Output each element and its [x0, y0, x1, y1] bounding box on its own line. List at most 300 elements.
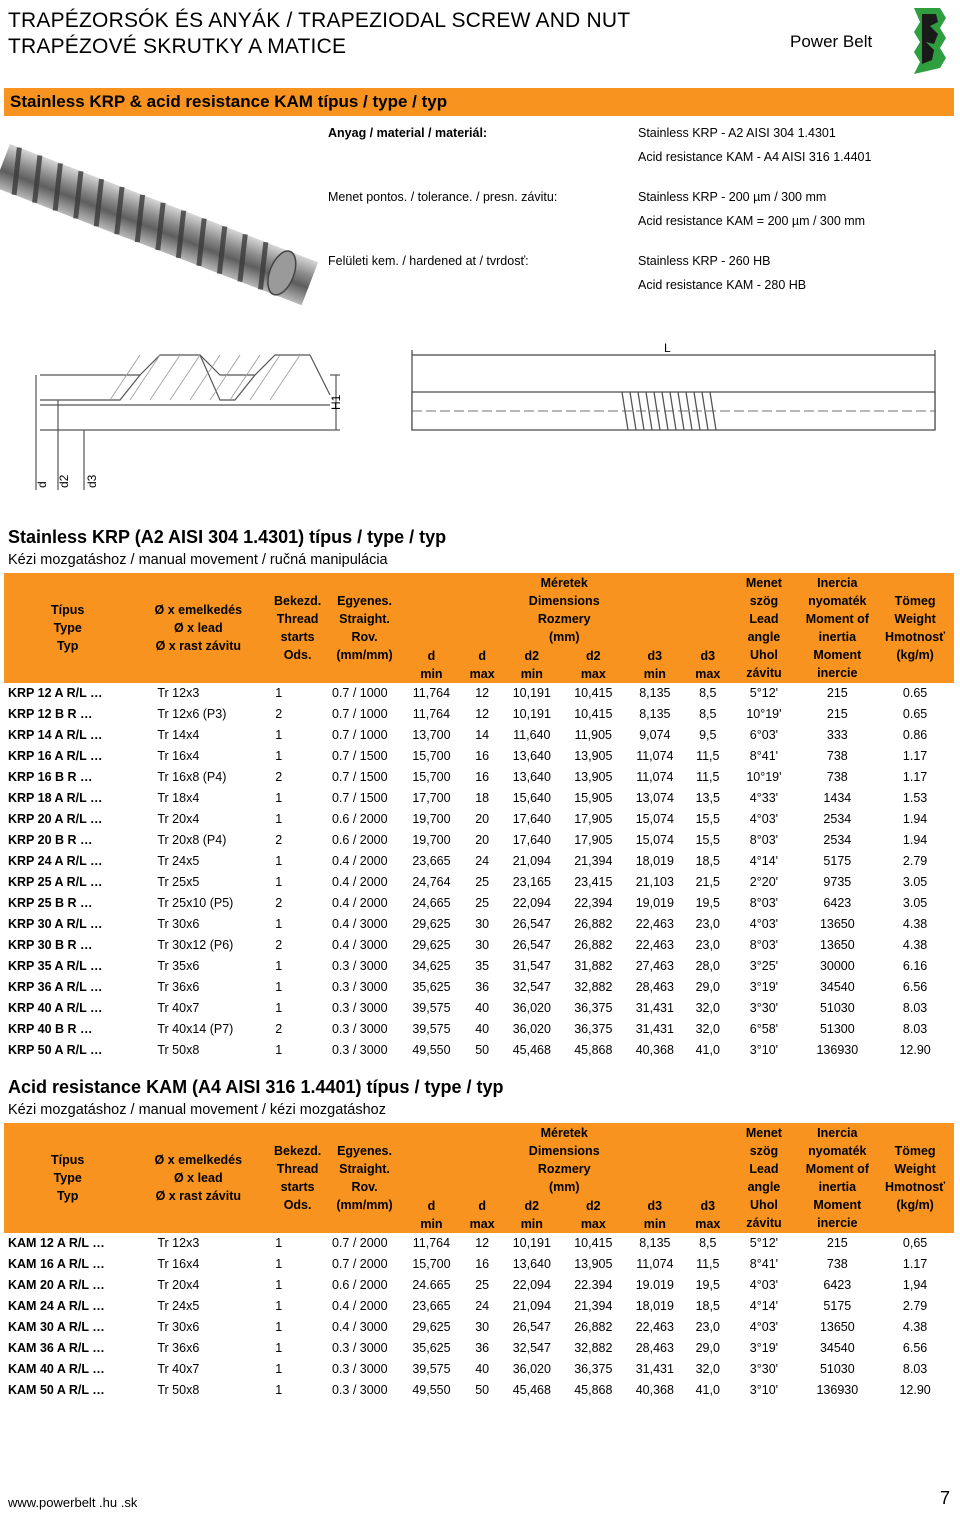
d2-min-cell: 10,191	[501, 1233, 564, 1254]
col-header-straightness-line: Rov.	[351, 630, 378, 644]
thread-cell: Tr 36x6	[131, 977, 265, 998]
col-header-thread-line: Ø x emelkedés	[154, 603, 243, 617]
col-header-straightness-line: (mm/mm)	[336, 1198, 393, 1212]
d2-min-cell: 21,094	[501, 1296, 564, 1317]
d2-min-cell: 13,640	[501, 767, 564, 788]
col-header-dim-d-min-line: d	[427, 649, 436, 663]
thread-cell: Tr 16x8 (P4)	[131, 767, 265, 788]
d3-min-cell: 19.019	[624, 1275, 687, 1296]
table-row	[4, 998, 954, 1019]
lead-angle-cell: 3°30'	[729, 998, 798, 1019]
col-header-type	[4, 1123, 131, 1233]
d3-max-cell: 15,5	[686, 809, 729, 830]
d-max-cell: 30	[464, 1317, 501, 1338]
d2-max-cell: 10,415	[563, 683, 623, 704]
col-header-starts	[265, 573, 330, 683]
d-max-cell: 25	[464, 893, 501, 914]
d2-max-cell: 26,882	[563, 935, 623, 956]
d-max-cell: 16	[464, 746, 501, 767]
table-row	[4, 914, 954, 935]
straightness-cell: 0.3 / 3000	[330, 998, 399, 1019]
d-min-cell: 19,700	[399, 830, 464, 851]
col-header-inertia-line: Moment of	[805, 1162, 869, 1176]
brand-name: Power Belt	[790, 32, 873, 51]
d3-max-cell: 9,5	[686, 725, 729, 746]
straightness-cell: 0.6 / 2000	[330, 1275, 399, 1296]
inertia-cell: 738	[798, 767, 876, 788]
d-min-cell: 24,764	[399, 872, 464, 893]
col-header-weight-line: Tömeg	[894, 1144, 936, 1158]
d3-max-cell: 23,0	[686, 914, 729, 935]
d-min-cell: 15,700	[399, 767, 464, 788]
starts-cell: 1	[265, 1040, 330, 1061]
d-min-cell: 34,625	[399, 956, 464, 977]
d3-max-cell: 19,5	[686, 1275, 729, 1296]
d3-max-cell: 8,5	[686, 683, 729, 704]
table-row	[4, 1359, 954, 1380]
col-header-dim-d3-min	[624, 647, 687, 683]
col-header-dimensions	[399, 573, 729, 647]
straightness-cell: 0.7 / 1500	[330, 767, 399, 788]
table-row	[4, 935, 954, 956]
col-header-inertia-line: inercie	[817, 1216, 858, 1230]
col-header-dimensions-line: (mm)	[548, 630, 580, 644]
col-header-dimensions-line: Rozmery	[537, 1162, 591, 1176]
lead-angle-cell: 4°03'	[729, 809, 798, 830]
col-header-inertia-line: inercie	[817, 666, 858, 680]
col-header-dim-d3-min-line: d3	[647, 1199, 663, 1213]
type-cell: KRP 25 A R/L …	[4, 872, 131, 893]
d2-max-cell: 17,905	[563, 830, 623, 851]
weight-cell: 4.38	[876, 914, 954, 935]
d3-max-cell: 13,5	[686, 788, 729, 809]
col-header-lead-angle-line: szög	[749, 1144, 779, 1158]
col-header-inertia-line: Moment of	[805, 612, 869, 626]
thread-cell: Tr 50x8	[131, 1040, 265, 1061]
table-row	[4, 1254, 954, 1275]
thread-cell: Tr 24x5	[131, 1296, 265, 1317]
d-min-cell: 49,550	[399, 1380, 464, 1401]
thread-cell: Tr 20x8 (P4)	[131, 830, 265, 851]
d-min-cell: 11,764	[399, 683, 464, 704]
d-min-cell: 29,625	[399, 935, 464, 956]
col-header-lead-angle-line: angle	[747, 630, 781, 644]
col-header-lead-angle-line: závitu	[746, 666, 782, 680]
d2-max-cell: 26,882	[563, 1317, 623, 1338]
type-cell: KRP 35 A R/L …	[4, 956, 131, 977]
d-max-cell: 40	[464, 998, 501, 1019]
col-header-lead-angle-line: Uhol	[750, 1198, 778, 1212]
d3-min-cell: 31,431	[624, 998, 687, 1019]
col-header-weight-line: Hmotnosť	[885, 1180, 946, 1194]
table-row	[4, 788, 954, 809]
section2-subtitle: Kézi mozgatáshoz / manual movement / kézi mozgatáshoz	[8, 1102, 386, 1118]
starts-cell: 1	[265, 914, 330, 935]
starts-cell: 1	[265, 1254, 330, 1275]
d-min-cell: 11,764	[399, 1233, 464, 1254]
starts-cell: 1	[265, 977, 330, 998]
d3-min-cell: 28,463	[624, 977, 687, 998]
table-row	[4, 683, 954, 704]
d3-min-cell: 40,368	[624, 1380, 687, 1401]
col-header-dimensions	[399, 1123, 729, 1197]
thread-cell: Tr 12x3	[131, 1233, 265, 1254]
inertia-cell: 1434	[798, 788, 876, 809]
col-header-dim-d-min	[399, 1197, 464, 1233]
spec-label-tolerance: Menet pontos. / tolerance. / presn. závitu:	[328, 190, 558, 204]
starts-cell: 2	[265, 1019, 330, 1040]
d2-max-cell: 11,905	[563, 725, 623, 746]
col-header-dim-d-max-line: max	[469, 667, 495, 681]
lead-angle-cell: 3°19'	[729, 977, 798, 998]
inertia-cell: 51300	[798, 1019, 876, 1040]
d-min-cell: 39,575	[399, 998, 464, 1019]
d3-min-cell: 15,074	[624, 830, 687, 851]
d-min-cell: 11,764	[399, 704, 464, 725]
straightness-cell: 0.3 / 3000	[330, 1338, 399, 1359]
d2-max-cell: 21,394	[563, 1296, 623, 1317]
weight-cell: 8.03	[876, 1019, 954, 1040]
inertia-cell: 2534	[798, 809, 876, 830]
col-header-thread-line: Ø x rast závitu	[155, 639, 242, 653]
starts-cell: 2	[265, 830, 330, 851]
thread-cell: Tr 30x6	[131, 914, 265, 935]
d-min-cell: 15,700	[399, 1254, 464, 1275]
straightness-cell: 0.3 / 3000	[330, 1380, 399, 1401]
table-row	[4, 1019, 954, 1040]
weight-cell: 0,65	[876, 1233, 954, 1254]
section-band	[4, 88, 954, 116]
band-title: Stainless KRP & acid resistance KAM típus / type / typ	[10, 92, 448, 111]
thread-cell: Tr 25x10 (P5)	[131, 893, 265, 914]
type-cell: KRP 12 A R/L …	[4, 683, 131, 704]
type-cell: KRP 50 A R/L …	[4, 1040, 131, 1061]
d-max-cell: 40	[464, 1359, 501, 1380]
col-header-lead-angle-line: závitu	[746, 1216, 782, 1230]
col-header-dim-d2-max	[563, 647, 623, 683]
lead-angle-cell: 5°12'	[729, 683, 798, 704]
col-header-inertia-line: Inercia	[817, 576, 858, 590]
col-header-type-line: Típus	[51, 1153, 85, 1167]
d-min-cell: 24,665	[399, 893, 464, 914]
lead-angle-cell: 4°33'	[729, 788, 798, 809]
col-header-dim-d3-max-line: max	[695, 667, 721, 681]
col-header-dim-d3-min-line: d3	[647, 649, 663, 663]
straightness-cell: 0.3 / 3000	[330, 1040, 399, 1061]
col-header-lead-angle-line: Lead	[749, 612, 779, 626]
thread-cell: Tr 24x5	[131, 851, 265, 872]
starts-cell: 1	[265, 809, 330, 830]
kam-table	[4, 1123, 954, 1401]
inertia-cell: 51030	[798, 998, 876, 1019]
col-header-thread-line: Ø x emelkedés	[154, 1153, 243, 1167]
d3-max-cell: 19,5	[686, 893, 729, 914]
d3-max-cell: 21,5	[686, 872, 729, 893]
straightness-cell: 0.4 / 3000	[330, 935, 399, 956]
col-header-inertia	[798, 1123, 876, 1233]
straightness-cell: 0.4 / 3000	[330, 1317, 399, 1338]
weight-cell: 1.17	[876, 1254, 954, 1275]
d-max-cell: 24	[464, 851, 501, 872]
col-header-starts-line: Ods.	[283, 648, 312, 662]
inertia-cell: 13650	[798, 914, 876, 935]
col-header-straightness-line: Rov.	[351, 1180, 378, 1194]
d2-min-cell: 17,640	[501, 809, 564, 830]
spec-value-hardness-1: Stainless KRP - 260 HB	[638, 254, 771, 268]
col-header-straightness	[330, 1123, 399, 1233]
table-row	[4, 1317, 954, 1338]
table-row	[4, 977, 954, 998]
lead-angle-cell: 2°20'	[729, 872, 798, 893]
col-header-straightness-line: Straight.	[339, 1162, 390, 1176]
col-header-dim-d-min-line: min	[420, 1217, 443, 1231]
col-header-lead-angle-line: Menet	[745, 576, 782, 590]
table-row	[4, 851, 954, 872]
inertia-cell: 215	[798, 704, 876, 725]
col-header-dim-d3-max-line: max	[695, 1217, 721, 1231]
col-header-dim-d3-min-line: min	[643, 1217, 666, 1231]
d-min-cell: 23,665	[399, 851, 464, 872]
table-row	[4, 1233, 954, 1254]
d3-max-cell: 11,5	[686, 1254, 729, 1275]
d-max-cell: 25	[464, 872, 501, 893]
d2-max-cell: 10,415	[563, 1233, 623, 1254]
starts-cell: 1	[265, 851, 330, 872]
weight-cell: 1,94	[876, 1275, 954, 1296]
col-header-weight-line: (kg/m)	[896, 648, 934, 662]
col-header-type-line: Type	[53, 1171, 82, 1185]
col-header-dim-d3-max-line: d3	[700, 1199, 716, 1213]
starts-cell: 1	[265, 788, 330, 809]
weight-cell: 8.03	[876, 1359, 954, 1380]
type-cell: KAM 36 A R/L …	[4, 1338, 131, 1359]
type-cell: KRP 36 A R/L …	[4, 977, 131, 998]
starts-cell: 1	[265, 1275, 330, 1296]
d-max-cell: 12	[464, 683, 501, 704]
weight-cell: 1.53	[876, 788, 954, 809]
d2-max-cell: 21,394	[563, 851, 623, 872]
table-row	[4, 1296, 954, 1317]
d3-min-cell: 11,074	[624, 767, 687, 788]
col-header-dim-d3-max-line: d3	[700, 649, 716, 663]
weight-cell: 1.94	[876, 809, 954, 830]
weight-cell: 6.56	[876, 1338, 954, 1359]
straightness-cell: 0.3 / 3000	[330, 956, 399, 977]
d2-max-cell: 10,415	[563, 704, 623, 725]
col-header-starts-line: Thread	[276, 612, 319, 626]
d3-max-cell: 29,0	[686, 977, 729, 998]
header-title-line2: TRAPÉZOVÉ SKRUTKY A MATICE	[8, 35, 347, 58]
d2-max-cell: 22.394	[563, 1275, 623, 1296]
type-cell: KRP 20 B R …	[4, 830, 131, 851]
col-header-dimensions-line: (mm)	[548, 1180, 580, 1194]
d3-max-cell: 29,0	[686, 1338, 729, 1359]
thread-cell: Tr 12x6 (P3)	[131, 704, 265, 725]
inertia-cell: 2534	[798, 830, 876, 851]
label-d: d	[35, 481, 49, 488]
thread-cell: Tr 30x12 (P6)	[131, 935, 265, 956]
d-min-cell: 29,625	[399, 1317, 464, 1338]
col-header-dim-d3-min-line: min	[643, 667, 666, 681]
col-header-type-line: Type	[53, 621, 82, 635]
starts-cell: 1	[265, 872, 330, 893]
d3-min-cell: 13,074	[624, 788, 687, 809]
powerbelt-logo	[900, 4, 952, 76]
d2-max-cell: 32,882	[563, 1338, 623, 1359]
type-cell: KRP 40 A R/L …	[4, 998, 131, 1019]
col-header-dim-d2-min-line: d2	[524, 1199, 540, 1213]
lead-angle-cell: 8°03'	[729, 935, 798, 956]
straightness-cell: 0.4 / 2000	[330, 851, 399, 872]
straightness-cell: 0.7 / 1000	[330, 704, 399, 725]
d-min-cell: 24.665	[399, 1275, 464, 1296]
d-min-cell: 35,625	[399, 1338, 464, 1359]
d3-min-cell: 9,074	[624, 725, 687, 746]
col-header-dim-d2-min-line: d2	[524, 649, 540, 663]
d3-max-cell: 23,0	[686, 935, 729, 956]
col-header-dim-d2-max-line: d2	[586, 1199, 601, 1213]
inertia-cell: 30000	[798, 956, 876, 977]
section1-subtitle: Kézi mozgatáshoz / manual movement / ručná manipulácia	[8, 552, 388, 568]
d-max-cell: 18	[464, 788, 501, 809]
d2-max-cell: 17,905	[563, 809, 623, 830]
col-header-starts-line: starts	[280, 630, 315, 644]
type-cell: KRP 16 A R/L …	[4, 746, 131, 767]
d3-max-cell: 8,5	[686, 704, 729, 725]
col-header-dim-d2-max	[563, 1197, 623, 1233]
thread-cell: Tr 40x7	[131, 998, 265, 1019]
type-cell: KRP 30 B R …	[4, 935, 131, 956]
d3-min-cell: 15,074	[624, 809, 687, 830]
d2-min-cell: 45,468	[501, 1040, 564, 1061]
col-header-inertia-line: Moment	[813, 648, 862, 662]
thread-cell: Tr 35x6	[131, 956, 265, 977]
d2-max-cell: 32,882	[563, 977, 623, 998]
inertia-cell: 215	[798, 1233, 876, 1254]
col-header-starts-line: Thread	[276, 1162, 319, 1176]
straightness-cell: 0.7 / 1000	[330, 683, 399, 704]
col-header-straightness-line: Egyenes.	[337, 594, 392, 608]
starts-cell: 1	[265, 1359, 330, 1380]
d2-max-cell: 23,415	[563, 872, 623, 893]
thread-cell: Tr 16x4	[131, 746, 265, 767]
type-cell: KAM 24 A R/L …	[4, 1296, 131, 1317]
weight-cell: 1.94	[876, 830, 954, 851]
table-row	[4, 872, 954, 893]
table-row	[4, 956, 954, 977]
inertia-cell: 738	[798, 746, 876, 767]
starts-cell: 2	[265, 704, 330, 725]
col-header-inertia-line: inertia	[818, 630, 857, 644]
lead-angle-cell: 3°10'	[729, 1040, 798, 1061]
d3-max-cell: 41,0	[686, 1380, 729, 1401]
thread-cell: Tr 40x7	[131, 1359, 265, 1380]
spec-value-tolerance-2: Acid resistance KAM = 200 µm / 300 mm	[638, 214, 866, 228]
d3-min-cell: 21,103	[624, 872, 687, 893]
col-header-dim-d-max	[464, 647, 501, 683]
d3-min-cell: 18,019	[624, 1296, 687, 1317]
inertia-cell: 215	[798, 683, 876, 704]
type-cell: KRP 40 B R …	[4, 1019, 131, 1040]
footer-url[interactable]: www.powerbelt .hu .sk	[8, 1495, 138, 1510]
weight-cell: 12.90	[876, 1040, 954, 1061]
col-header-straightness	[330, 573, 399, 683]
d3-max-cell: 18,5	[686, 851, 729, 872]
spec-value-tolerance-1: Stainless KRP - 200 µm / 300 mm	[638, 190, 827, 204]
d3-max-cell: 41,0	[686, 1040, 729, 1061]
starts-cell: 1	[265, 746, 330, 767]
d3-max-cell: 11,5	[686, 746, 729, 767]
straightness-cell: 0.7 / 1500	[330, 746, 399, 767]
d2-min-cell: 45,468	[501, 1380, 564, 1401]
d-min-cell: 49,550	[399, 1040, 464, 1061]
d3-max-cell: 32,0	[686, 998, 729, 1019]
starts-cell: 1	[265, 1338, 330, 1359]
spec-value-material-1: Stainless KRP - A2 AISI 304 1.4301	[638, 126, 836, 140]
section2-title: Acid resistance KAM (A4 AISI 316 1.4401) típus / type / typ	[8, 1077, 504, 1097]
d3-min-cell: 11,074	[624, 1254, 687, 1275]
d3-min-cell: 22,463	[624, 914, 687, 935]
d3-max-cell: 8,5	[686, 1233, 729, 1254]
d2-min-cell: 32,547	[501, 1338, 564, 1359]
inertia-cell: 34540	[798, 977, 876, 998]
straightness-cell: 0.7 / 1000	[330, 725, 399, 746]
d3-min-cell: 8,135	[624, 704, 687, 725]
label-h1: H1	[329, 394, 343, 410]
section1-title: Stainless KRP (A2 AISI 304 1.4301) típus / type / typ	[8, 527, 447, 547]
label-d3: d3	[85, 474, 99, 488]
table-row	[4, 704, 954, 725]
d3-max-cell: 15,5	[686, 830, 729, 851]
d2-max-cell: 13,905	[563, 746, 623, 767]
table-row	[4, 830, 954, 851]
thread-cell: Tr 36x6	[131, 1338, 265, 1359]
col-header-type-line: Típus	[51, 603, 85, 617]
d3-min-cell: 18,019	[624, 851, 687, 872]
col-header-dim-d2-min	[501, 1197, 564, 1233]
col-header-weight-line: Weight	[894, 1162, 936, 1176]
col-header-weight	[876, 1123, 954, 1233]
straightness-cell: 0.4 / 2000	[330, 893, 399, 914]
col-header-lead-angle-line: Uhol	[750, 648, 778, 662]
d-min-cell: 15,700	[399, 746, 464, 767]
thread-cell: Tr 20x4	[131, 1275, 265, 1296]
col-header-inertia-line: nyomaték	[808, 594, 867, 608]
col-header-dim-d3-max	[686, 1197, 729, 1233]
thread-cell: Tr 30x6	[131, 1317, 265, 1338]
col-header-lead-angle-line: szög	[749, 594, 779, 608]
starts-cell: 2	[265, 893, 330, 914]
d2-max-cell: 36,375	[563, 1019, 623, 1040]
table-row	[4, 809, 954, 830]
thread-cell: Tr 14x4	[131, 725, 265, 746]
lead-angle-cell: 5°12'	[729, 1233, 798, 1254]
d3-min-cell: 31,431	[624, 1359, 687, 1380]
lead-angle-cell: 3°10'	[729, 1380, 798, 1401]
thread-cell: Tr 12x3	[131, 683, 265, 704]
col-header-thread-line: Ø x lead	[173, 1171, 223, 1185]
lead-angle-cell: 4°14'	[729, 851, 798, 872]
d-max-cell: 16	[464, 767, 501, 788]
d2-min-cell: 17,640	[501, 830, 564, 851]
inertia-cell: 5175	[798, 1296, 876, 1317]
table-row	[4, 1040, 954, 1061]
type-cell: KRP 16 B R …	[4, 767, 131, 788]
d2-min-cell: 32,547	[501, 977, 564, 998]
d3-max-cell: 28,0	[686, 956, 729, 977]
thread-cell: Tr 20x4	[131, 809, 265, 830]
weight-cell: 0.65	[876, 704, 954, 725]
